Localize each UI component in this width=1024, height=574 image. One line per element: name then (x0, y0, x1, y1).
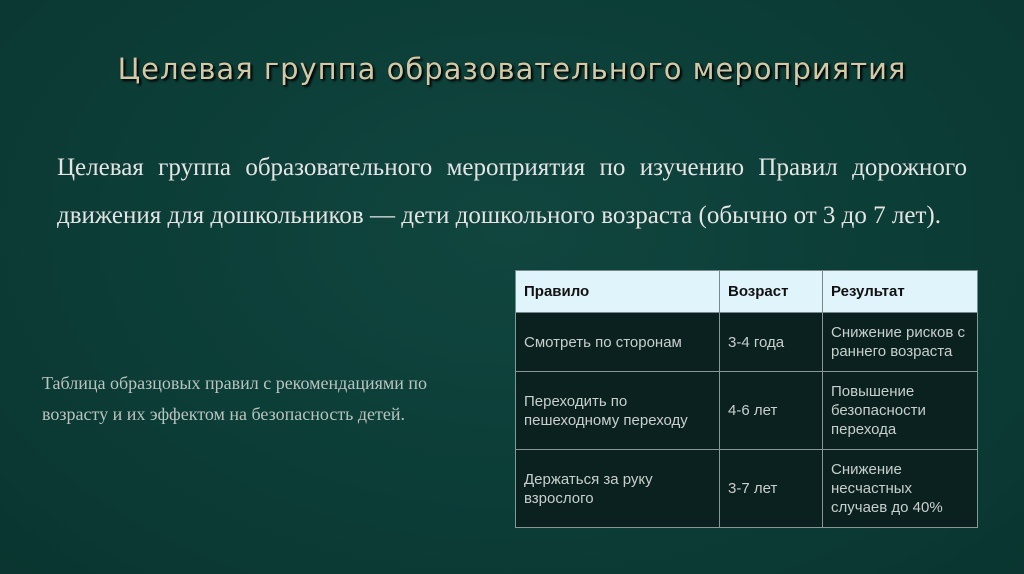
cell-result: Снижение несчастных случаев до 40% (823, 450, 978, 528)
cell-result: Повышение безопасности перехода (823, 372, 978, 450)
slide-title: Целевая группа образовательного мероприятия (117, 52, 907, 86)
cell-age: 3-4 года (720, 313, 823, 372)
header-result: Результат (823, 271, 978, 313)
intro-paragraph: Целевая группа образовательного мероприятия по изучению Правил дорожного движения для дошкольников — дети дошкольного возраста (обычно от 3 до 7 лет). (57, 154, 967, 229)
cell-age: 4-6 лет (720, 372, 823, 450)
cell-age: 3-7 лет (720, 450, 823, 528)
table-row (516, 450, 978, 528)
table-row (516, 313, 978, 372)
cell-rule: Держаться за руку взрослого (516, 450, 720, 528)
table-header-row (516, 271, 978, 313)
cell-rule: Смотреть по сторонам (516, 313, 720, 372)
cell-result: Снижение рисков с раннего возраста (823, 313, 978, 372)
table-caption: Таблица образцовых правил с рекомендациями по возрасту и их эффектом на безопасность детей. (42, 373, 428, 424)
table-row (516, 372, 978, 450)
rules-table (515, 270, 978, 528)
cell-rule: Переходить по пешеходному переходу (516, 372, 720, 450)
header-rule: Правило (516, 271, 720, 313)
header-age: Возраст (720, 271, 823, 313)
